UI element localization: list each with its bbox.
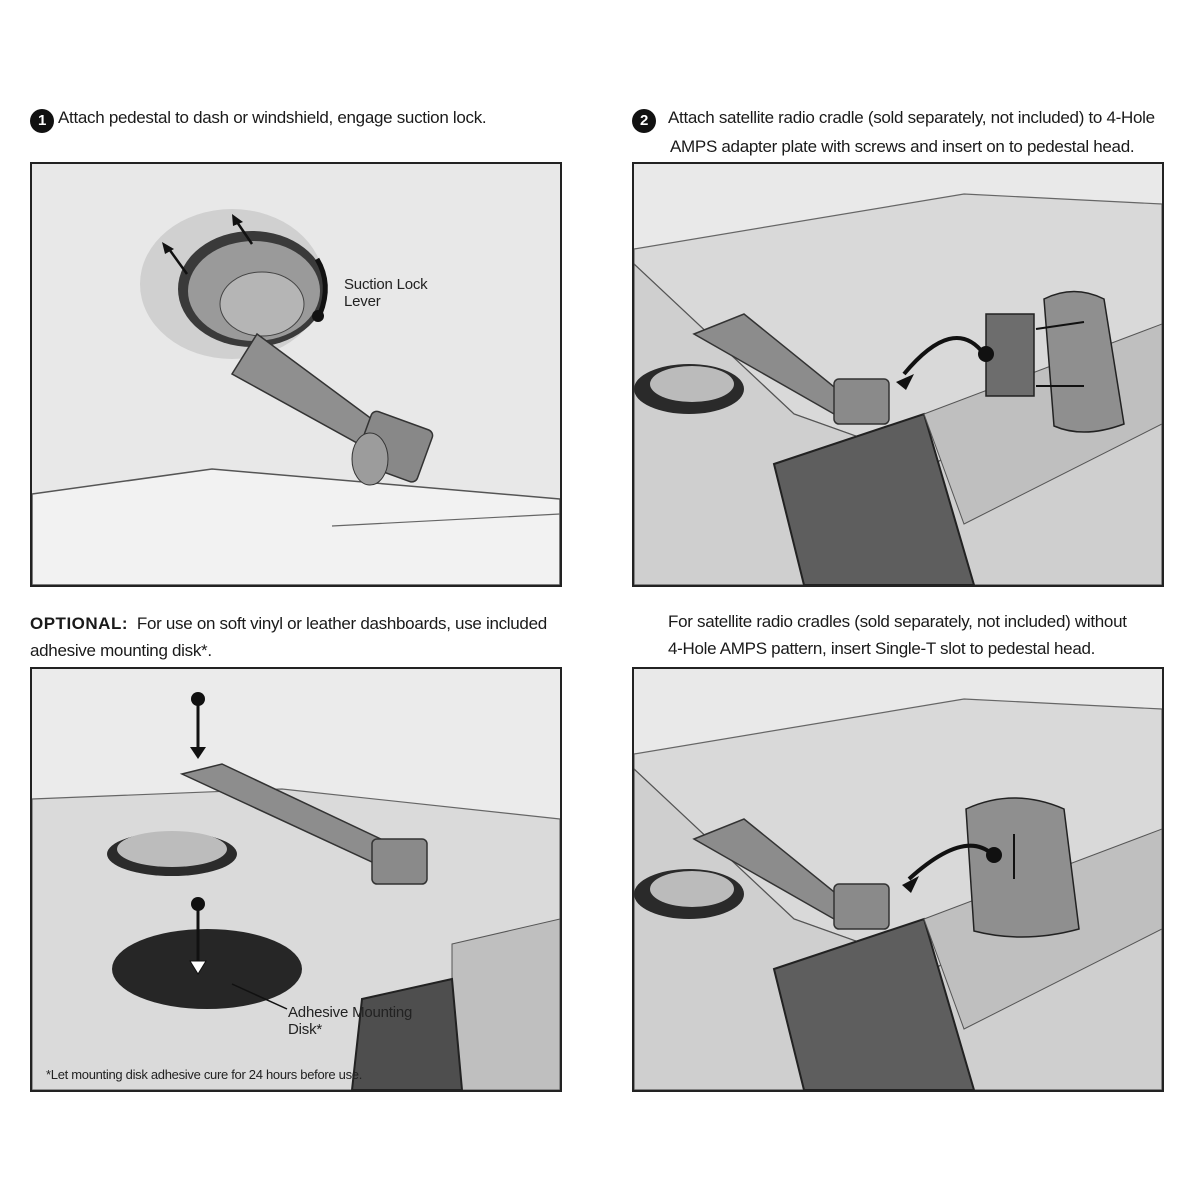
suction-lock-callout: [344, 276, 427, 310]
adhesive-disk-callout-line1: Adhesive Mounting: [288, 1004, 413, 1021]
step-2-badge: 2: [632, 109, 656, 133]
optional-caption: [30, 610, 570, 664]
step-2-caption: [632, 104, 1192, 160]
optional-text-line1: For use on soft vinyl or leather dashboards, use included: [136, 614, 547, 633]
alternate-text-line2: 4-Hole AMPS pattern, insert Single-T slot to pedestal head.: [668, 639, 1096, 658]
optional-illustration: [30, 667, 562, 1092]
step-2-text-line2: AMPS adapter plate with screws and insert on to pedestal head.: [670, 137, 1135, 156]
step-1-illustration: [30, 162, 562, 587]
suction-lock-callout-line2: Lever: [344, 293, 381, 310]
optional-text-line2: adhesive mounting disk*.: [30, 641, 212, 660]
optional-label: OPTIONAL:: [30, 614, 128, 633]
alternate-text-line1: For satellite radio cradles (sold separately, not included) without: [668, 612, 1127, 631]
step-1-badge: 1: [30, 109, 54, 133]
step-1-text: Attach pedestal to dash or windshield, engage suction lock.: [58, 108, 487, 127]
step-1-caption: [30, 104, 570, 133]
adapter-plate-icon: [634, 164, 1162, 585]
adhesive-footnote: *Let mounting disk adhesive cure for 24 hours before use.: [46, 1067, 363, 1082]
alternate-illustration: [632, 667, 1164, 1092]
adhesive-disk-callout: [288, 1004, 412, 1038]
alternate-caption: [668, 608, 1188, 662]
adhesive-disk-callout-line2: Disk*: [288, 1021, 323, 1038]
cradle-icon: [634, 669, 1162, 1090]
step-2-text-line1: Attach satellite radio cradle (sold separately, not included) to 4-Hole: [668, 108, 1155, 127]
suction-mount-icon: [32, 164, 560, 585]
step-2-illustration: [632, 162, 1164, 587]
suction-lock-callout-line1: Suction Lock: [344, 276, 428, 293]
